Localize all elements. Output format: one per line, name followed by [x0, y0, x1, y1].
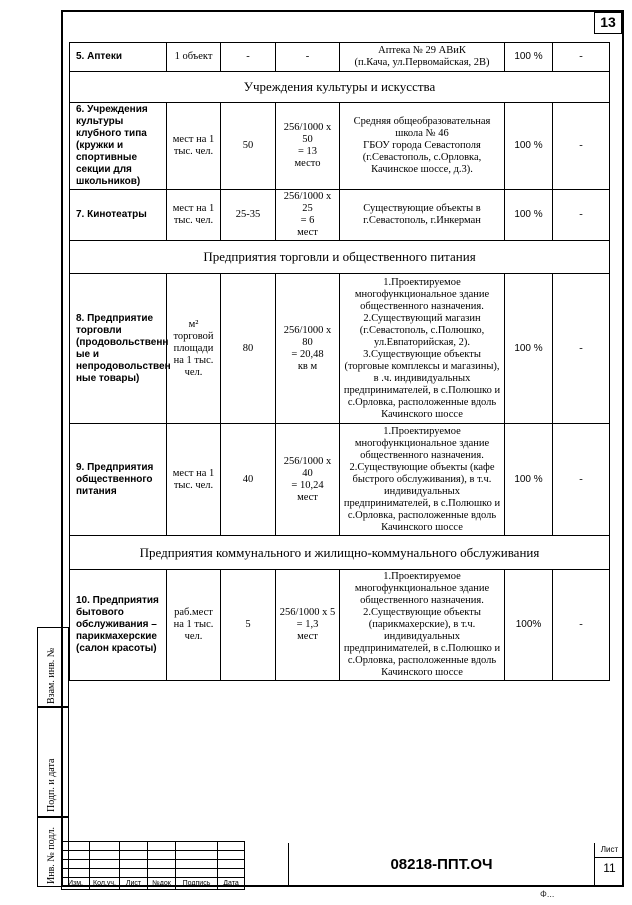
sheet-box: [594, 843, 624, 887]
section-title: Предприятия коммунального и жилищно-коммунального обслуживания: [70, 536, 610, 570]
unit-cell: раб.мест на 1 тыс. чел.: [167, 570, 221, 681]
percent-cell: 100 %: [505, 43, 553, 72]
table-row: [70, 190, 610, 241]
note-cell: -: [553, 570, 610, 681]
calc-cell: 256/1000 х 50 = 13 место: [276, 103, 340, 190]
side-label-sign-date: Подп. и дата: [46, 758, 57, 812]
stamp-header: Лист: [120, 878, 148, 890]
title-block-grid: [61, 841, 245, 890]
calc-cell: -: [276, 43, 340, 72]
row-name: 10. Предприятия бытового обслуживания – парикмахерские (салон красоты): [70, 570, 167, 681]
objects-cell: Средняя общеобразовательная школа № 46 ГБОУ города Севастополя (г.Севастополь, с.Орловка, Качинское шоссе, д.3).: [340, 103, 505, 190]
section-row: [70, 241, 610, 274]
calc-cell: 256/1000 х 5 = 1,3 мест: [276, 570, 340, 681]
unit-cell: мест на 1 тыс. чел.: [167, 103, 221, 190]
objects-cell: Существующие объекты в г.Севастополь, г.Инкерман: [340, 190, 505, 241]
calc-cell: 256/1000 х 25 = 6 мест: [276, 190, 340, 241]
table-row: [70, 424, 610, 536]
footer-mark: Ф...: [540, 889, 555, 899]
objects-cell: 1.Проектируемое многофункциональное здание общественного назначения. 2.Существующие объекты (парикмахерские), в т.ч. индивидуальных предпринимателей, в с.Полюшко и с.Орловка, расположенные вдоль Качинского шоссе: [340, 570, 505, 681]
side-box-sign-date: [37, 707, 69, 817]
unit-cell: мест на 1 тыс. чел.: [167, 190, 221, 241]
row-name: 8. Предприятие торговли (продовольственн ые и непродовольствен ные товары): [70, 274, 167, 424]
norms-table: [69, 42, 610, 681]
calc-cell: 256/1000 х 80 = 20,48 кв м: [276, 274, 340, 424]
note-cell: -: [553, 103, 610, 190]
percent-cell: 100 %: [505, 424, 553, 536]
row-name: 7. Кинотеатры: [70, 190, 167, 241]
section-row: [70, 536, 610, 570]
objects-cell: 1.Проектируемое многофункциональное здание общественного назначения. 2.Существующие объекты (кафе быстрого обслуживания), в т.ч. индивидуальных предпринимателей, в с.Полюшко и с.Орловка, расположенные вдоль Качинского шоссе: [340, 424, 505, 536]
sheet-number: 11: [603, 861, 616, 875]
objects-cell: 1.Проектируемое многофункциональное здание общественного назначения. 2.Существующий магазин (г.Севастополь, с.Полюшко, ул.Евпаторийская, 2). 3.Существующие объекты (торговые комплексы и магазины), в .ч. индивидуальных предпринимателей, в с.Полюшко и с.Орловка, расположенные вдоль Качинского шоссе: [340, 274, 505, 424]
stamp-header: Изм.: [62, 878, 90, 890]
table-row: [70, 570, 610, 681]
unit-cell: 1 объект: [167, 43, 221, 72]
section-row: [70, 72, 610, 103]
note-cell: -: [553, 274, 610, 424]
document-code: 08218-ППТ.ОЧ: [288, 843, 594, 887]
unit-cell: мест на 1 тыс. чел.: [167, 424, 221, 536]
row-name: 5. Аптеки: [70, 43, 167, 72]
note-cell: -: [553, 190, 610, 241]
norm-cell: 25-35: [221, 190, 276, 241]
row-name: 6. Учреждения культуры клубного типа (кружки и спортивные секции для школьников): [70, 103, 167, 190]
norm-cell: 40: [221, 424, 276, 536]
percent-cell: 100 %: [505, 190, 553, 241]
calc-cell: 256/1000 х 40 = 10,24 мест: [276, 424, 340, 536]
side-label-inv-no: Инв. № подл.: [46, 827, 57, 884]
stamp-header: Кол.уч.: [90, 878, 120, 890]
stamp-header: Подпись: [176, 878, 218, 890]
stamp-header: №док: [148, 878, 176, 890]
note-cell: -: [553, 424, 610, 536]
side-label-inv-orig: Взам. инв. №: [46, 647, 57, 704]
objects-cell: Аптека № 29 АВиК (п.Кача, ул.Первомайская, 2В): [340, 43, 505, 72]
norm-cell: -: [221, 43, 276, 72]
stamp-header: Дата: [218, 878, 245, 890]
table-row: [70, 43, 610, 72]
norm-cell: 50: [221, 103, 276, 190]
norm-cell: 5: [221, 570, 276, 681]
note-cell: -: [553, 43, 610, 72]
section-title: Предприятия торговли и общественного питания: [70, 241, 610, 274]
side-box-inv-orig: [37, 627, 69, 707]
table-row: [70, 103, 610, 190]
row-name: 9. Предприятия общественного питания: [70, 424, 167, 536]
percent-cell: 100 %: [505, 103, 553, 190]
percent-cell: 100 %: [505, 274, 553, 424]
page-number: 13: [594, 12, 622, 34]
unit-cell: м² торговой площади на 1 тыс. чел.: [167, 274, 221, 424]
percent-cell: 100%: [505, 570, 553, 681]
sheet-label: Лист: [595, 845, 624, 858]
norm-cell: 80: [221, 274, 276, 424]
table-row: [70, 274, 610, 424]
section-title: Учреждения культуры и искусства: [70, 72, 610, 103]
